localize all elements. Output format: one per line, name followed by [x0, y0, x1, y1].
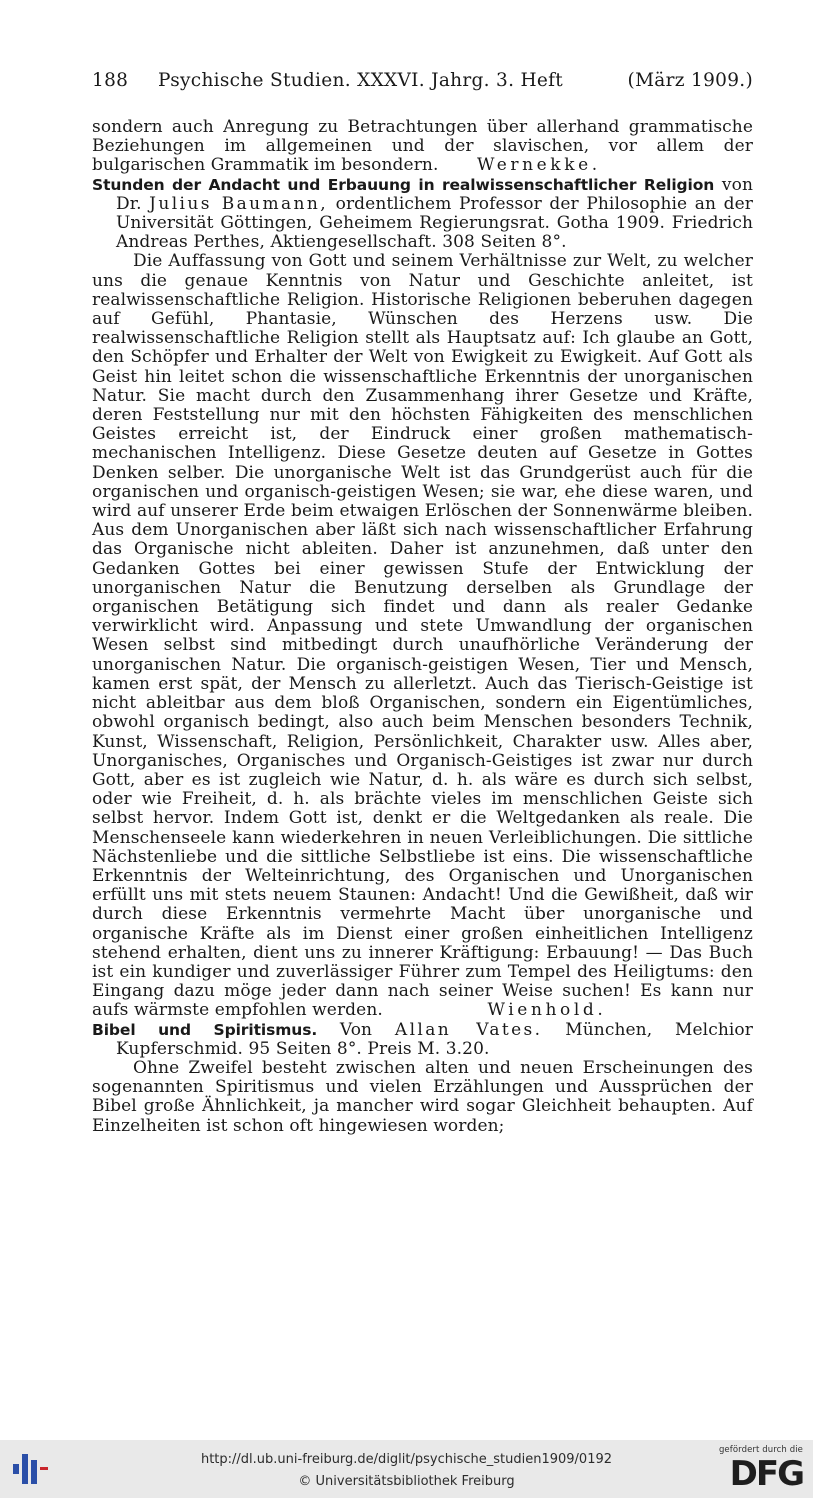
- review-entry-vates: [92, 1021, 753, 1059]
- biblio-prefix: Von: [339, 1019, 373, 1040]
- book-title: Bibel und Spiritismus.: [92, 1020, 318, 1039]
- continuation-text: sondern auch Anregung zu Betrachtungen über allerhand grammatische Beziehungen im allgemeinen und der slavischen, vor allem der bulgarischen Grammatik im besondern.: [92, 117, 753, 176]
- copyright-notice: © Universitätsbibliothek Freiburg: [298, 1474, 515, 1489]
- review-body: [92, 252, 753, 1020]
- reviewer-signature: Wienhold.: [487, 1000, 607, 1021]
- review-body-text: Ohne Zweifel besteht zwischen alten und neuen Erscheinungen des sogenannten Spiritismus und vielen Erzählungen und Aussprüchen der Bibel große Ähnlichkeit, ja mancher wird sogar Gleichheit behaupten. Auf Einzelheiten ist schon oft hingewiesen worden;: [92, 1057, 753, 1136]
- reviewer-signature: Wernekke.: [477, 155, 601, 176]
- book-title: Stunden der Andacht und Erbauung in realwissenschaftlicher Religion: [92, 175, 715, 194]
- review-body: [92, 1059, 753, 1136]
- running-title: Psychische Studien. XXXVI. Jahrg. 3. Heft: [158, 70, 564, 91]
- review-entry-baumann: [92, 176, 753, 253]
- page-text: [92, 118, 753, 1136]
- biblio-details: München, Melchior Kupferschmid. 95 Seiten 8°. Preis M. 3.20.: [116, 1019, 753, 1059]
- book-author: Allan Vates.: [394, 1019, 543, 1040]
- review-body-text: Die Auffassung von Gott und seinem Verhältnisse zur Welt, zu welcher uns die genaue Kenntnis von Natur und Geschichte anleitet, ist realwissenschaftliche Religion. Historische Religionen beberuhen dagegen auf Gefühl, Phantasie, Wünschen des Herzens usw. Die realwissenschaftliche Religion stellt als Hauptsatz auf: Ich glaube an Gott, den Schöpfer und Erhalter der Welt von Ewigkeit zu Ewigkeit. Auf Gott als Geist hin leitet schon die wissenschaftliche Erkenntnis der unorganischen Natur. Sie macht durch den Zusammenhang ihrer Gesetze und Kräfte, deren Feststellung nur mit den höchsten Fähigkeiten des menschlichen Geistes erreicht ist, der Eindruck einer großen mathematisch-mechanischen Intelligenz. Diese Gesetze deuten auf Gesetze in Gottes Denken selber. Die unorganische Welt ist das Grundgerüst auch für die organischen und organisch-geistigen Wesen; sie war, ehe diese waren, und wird auf unserer Erde beim etwaigen Erlöschen der Sonnenwärme bleiben. Aus dem Unorganischen aber läßt sich nach wissenschaftlicher Erfahrung das Organische nicht ableiten. Daher ist anzunehmen, daß unter den Gedanken Gottes bei einer gewissen Stufe der Entwicklung der unorganischen Natur die Benutzung derselben als Grundlage der organischen Betätigung sich findet und dann als realer Gedanke verwirklicht wird. Anpassung und stete Umwandlung der organischen Wesen selbst sind mitbedingt durch unaufhörliche Veränderung der unorganischen Natur. Die organisch-geistigen Wesen, Tier und Mensch, kamen erst spät, der Mensch zu allerletzt. Auch das Tierisch-Geistige ist nicht ableitbar aus dem bloß Organischen, sondern ein Eigentümliches, obwohl organisch bedingt, also auch beim Menschen besonders Technik, Kunst, Wissenschaft, Religion, Persönlichkeit, Charakter usw. Alles aber, Unorganisches, Organisches und Organisch-Geistiges ist zwar nur durch Gott, aber es ist zugleich wie Natur, d. h. als wäre es durch sich selbst, oder wie Freiheit, d. h. als brächte vieles im menschlichen Geiste sich selbst hervor. Indem Gott ist, denkt er die Weltgedanken als reale. Die Menschenseele kann wiederkehren in neuen Verleiblichungen. Die sittliche Nächstenliebe und die sittliche Selbstliebe ist eins. Die wissenschaftliche Erkenntnis der Welteinrichtung, des Organischen und Unorganischen erfüllt uns mit stets neuem Staunen: Andacht! Und die Gewißheit, daß wir durch diese Erkenntnis vermehrte Macht über unorganische und organische Kräfte als im Dienst einer großen einheitlichen Intelligenz stehend erhalten, dient uns zu innerer Kräftigung: Erbauung! — Das Buch ist ein kundiger und zuverlässiger Führer zum Tempel des Heiligtums: den Eingang dazu möge jeder dann nach seiner Weise suchen! Es kann nur aufs wärmste empfohlen werden.: [92, 251, 753, 1021]
- dfg-caption: gefördert durch die: [718, 1445, 803, 1455]
- book-author: Julius Baumann,: [149, 193, 329, 214]
- review-continuation: [92, 118, 753, 176]
- permalink-url[interactable]: http://dl.ub.uni-freiburg.de/diglit/psychische_studien1909/0192: [200, 1452, 613, 1467]
- dfg-funding-badge: [715, 1445, 803, 1495]
- page-number: 188: [92, 70, 129, 91]
- running-header: [92, 70, 753, 96]
- issue-date: (März 1909.): [627, 70, 753, 91]
- biblio-prefix: von Dr.: [116, 174, 753, 214]
- dfg-logo-icon: DFG: [729, 1454, 803, 1494]
- biblio-details: ordentlichem Professor der Philosophie an der Universität Göttingen, Geheimem Regierungsrat. Gotha 1909. Friedrich Andreas Perthes, Aktiengesellschaft. 308 Seiten 8°.: [116, 193, 753, 253]
- viewer-footer: [0, 1440, 813, 1498]
